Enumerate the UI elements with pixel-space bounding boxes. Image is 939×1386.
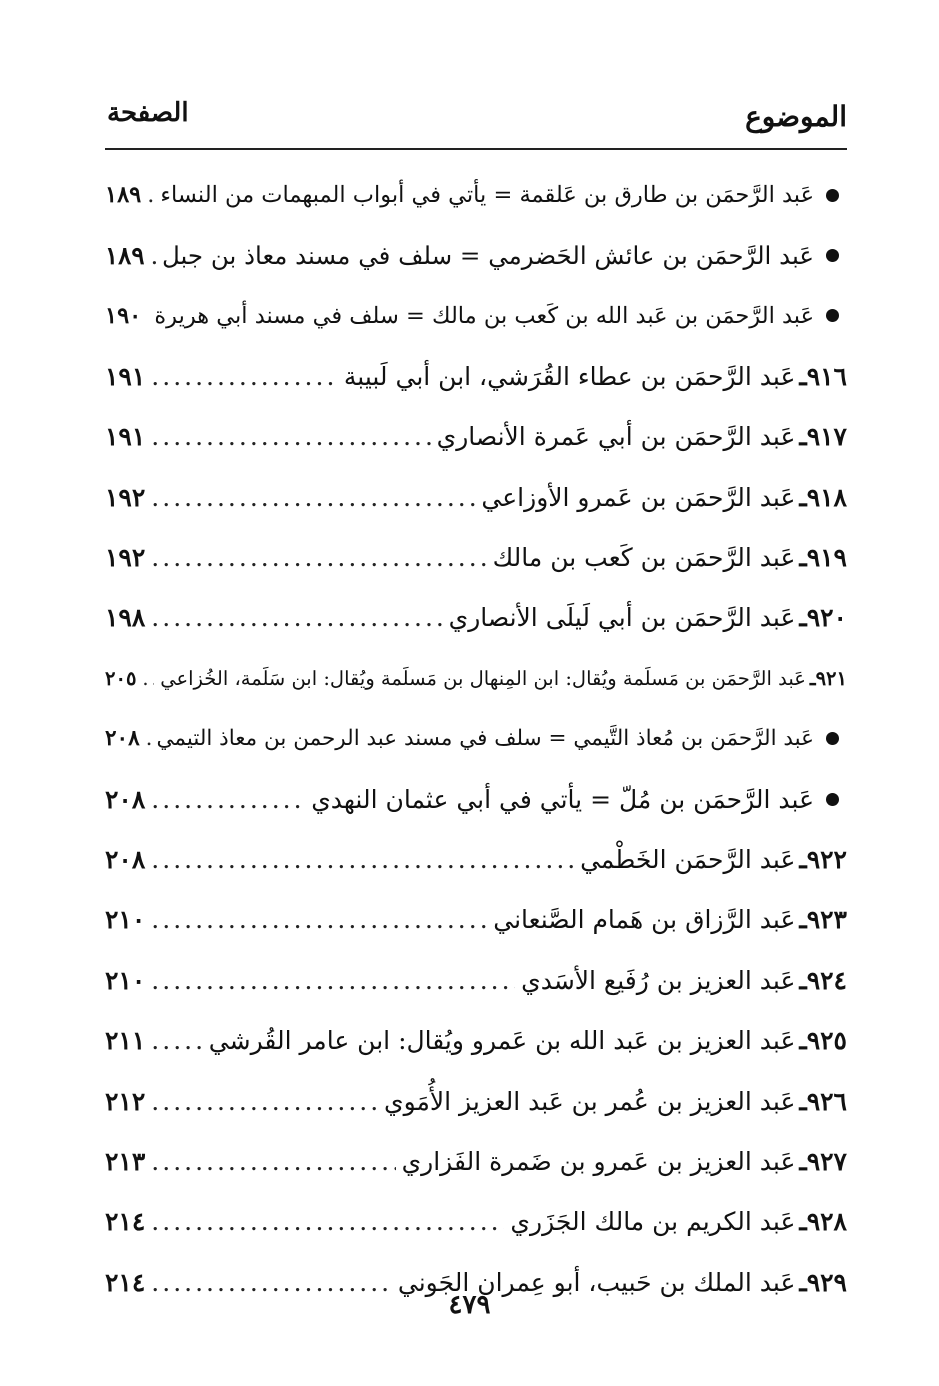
entry-number: ٩١٨ـ: [799, 482, 847, 512]
entry-title: عَبد العزيز بن رُفَيع الأسَدي: [521, 965, 796, 995]
entry-page-number: ٢٠٨: [105, 726, 140, 752]
index-entry: [105, 1071, 847, 1131]
bullet-icon: [826, 249, 839, 262]
entry-page-number: ٢١٤: [105, 1207, 146, 1237]
entry-page-number: ١٨٩: [105, 182, 142, 209]
entry-number: ٩٢٢ـ: [799, 844, 847, 874]
entry-page-number: ٢٠٨: [105, 784, 146, 814]
entry-number: ٩٢٦ـ: [799, 1086, 847, 1116]
index-entry: [105, 769, 847, 829]
dot-leader: [151, 785, 305, 814]
index-entry: [105, 1131, 847, 1191]
index-entry: [105, 829, 847, 889]
index-entry: [105, 648, 847, 708]
index-entry: [105, 407, 847, 467]
entry-title: عَبد العزيز بن عُمر بن عَبد العزيز الأُمَوي: [384, 1086, 796, 1116]
entry-title: عَبد الرَّحمَن بن أبي عَمرة الأنصاري: [436, 422, 796, 452]
entry-page-number: ٢١٢: [105, 1086, 146, 1116]
entry-title: عَبد الكريم بن مالك الجَزَري: [510, 1207, 796, 1237]
table-header: [105, 92, 847, 150]
entry-number: ٩١٧ـ: [799, 422, 847, 452]
entry-title: عَبد الرَّحمَن بن مَسلَمة ويُقال: ابن المِنهال بن مَسلَمة ويُقال: ابن سَلَمة، الخُزاعي: [160, 666, 806, 690]
entry-title: عَبد الرَّحمَن بن مُعاذ التَّيمي = سلف في مسند عبد الرحمن بن معاذ التيمي: [156, 726, 814, 752]
entry-number: ٩٢٣ـ: [799, 905, 847, 935]
dot-leader: [150, 241, 155, 270]
entry-title: عَبد الرَّحمَن بن أبي لَيلَى الأنصاري: [448, 603, 796, 633]
entry-title: عَبد الرَّحمَن بن عَمرو الأوزاعي: [481, 482, 796, 512]
entry-number: ٩٢١ـ: [809, 666, 847, 690]
entry-title: عَبد الرَّحمَن بن كَعب بن مالك: [492, 543, 796, 573]
dot-leader: [151, 603, 442, 632]
entry-number: ٩١٩ـ: [799, 543, 847, 573]
dot-leader: [151, 483, 475, 512]
entry-number: ٩٢٥ـ: [799, 1026, 847, 1056]
entry-page-number: ١٩٢: [105, 543, 146, 573]
entry-title: عَبد الرَّحمَن بن عطاء القُرَشي، ابن أبي لَبيبة: [343, 361, 796, 391]
dot-leader: [151, 1207, 504, 1236]
dot-leader: [147, 182, 154, 208]
entry-title: عَبد الرَّحمَن بن طارق بن عَلقمة = يأتي في أبواب المبهمات من النساء: [160, 182, 814, 209]
entry-page-number: ٢١٠: [105, 965, 146, 995]
dot-leader: [151, 1087, 378, 1116]
bullet-icon: [826, 309, 839, 322]
page-column-label: الصفحة: [107, 98, 189, 128]
entry-number: ٩٢٨ـ: [799, 1207, 847, 1237]
index-entry: [105, 950, 847, 1010]
page-number: ٤٧٩: [448, 1290, 491, 1320]
bullet-icon: [826, 793, 839, 806]
index-entry: [105, 1010, 847, 1070]
dot-leader: [142, 667, 154, 690]
dot-leader: [151, 1147, 395, 1176]
dot-leader: [147, 303, 148, 329]
entry-page-number: ٢١٠: [105, 905, 146, 935]
index-entry: [105, 527, 847, 587]
dot-leader: [151, 1026, 202, 1055]
entry-title: عَبد الرَّزاق بن هَمام الصَّنعاني: [493, 905, 796, 935]
dot-leader: [151, 362, 338, 391]
entry-number: ٩١٦ـ: [799, 361, 847, 391]
entry-title: عَبد الرَّحمَن بن عائش الحَضرمي = سلف في مسند معاذ بن جبل: [161, 241, 814, 271]
index-entry: [105, 165, 847, 225]
entry-page-number: ٢١١: [105, 1026, 146, 1056]
entry-page-number: ١٩٢: [105, 482, 146, 512]
index-entry: [105, 286, 847, 346]
entry-title: عَبد العزيز بن عَبد الله بن عَمرو ويُقال: ابن عامر القُرشي: [208, 1026, 796, 1056]
index-entries: [105, 165, 847, 1312]
index-entry: [105, 225, 847, 285]
index-entry: [105, 890, 847, 950]
entry-title: عَبد العزيز بن عَمرو بن ضَمرة الفَزاري: [401, 1146, 796, 1176]
index-entry: [105, 346, 847, 406]
index-entry: [105, 467, 847, 527]
dot-leader: [151, 543, 486, 572]
topic-column-label: الموضوع: [745, 100, 847, 133]
dot-leader: [151, 845, 574, 874]
entry-page-number: ٢١٤: [105, 1267, 146, 1297]
entry-page-number: ١٩١: [105, 361, 146, 391]
index-entry: [105, 1192, 847, 1252]
entry-title: عَبد الرَّحمَن بن مُلّ = يأتي في أبي عثمان النهدي: [311, 784, 814, 814]
entry-page-number: ٢١٣: [105, 1146, 146, 1176]
index-entry: [105, 709, 847, 769]
dot-leader: [151, 422, 430, 451]
dot-leader: [146, 726, 151, 751]
index-entry: [105, 588, 847, 648]
entry-title: عَبد الرَّحمَن الخَطْمي: [580, 844, 796, 874]
entry-title: عَبد الملك بن حَبيب، أبو عِمران الجَوني: [397, 1267, 796, 1297]
entry-page-number: ١٨٩: [105, 241, 145, 271]
bullet-icon: [826, 732, 839, 745]
entry-page-number: ١٩٨: [105, 603, 146, 633]
dot-leader: [151, 966, 515, 995]
entry-title: عَبد الرَّحمَن بن عَبد الله بن كَعب بن مالك = سلف في مسند أبي هريرة: [154, 302, 814, 329]
entry-number: ٩٢٤ـ: [799, 965, 847, 995]
entry-page-number: ٢٠٨: [105, 844, 146, 874]
entry-page-number: ٢٠٥: [105, 666, 137, 690]
dot-leader: [151, 905, 487, 934]
entry-number: ٩٢٠ـ: [799, 603, 847, 633]
entry-number: ٩٢٩ـ: [799, 1267, 847, 1297]
entry-number: ٩٢٧ـ: [799, 1146, 847, 1176]
bullet-icon: [826, 189, 839, 202]
entry-page-number: ١٩١: [105, 422, 146, 452]
entry-page-number: ١٩٠: [105, 302, 142, 329]
